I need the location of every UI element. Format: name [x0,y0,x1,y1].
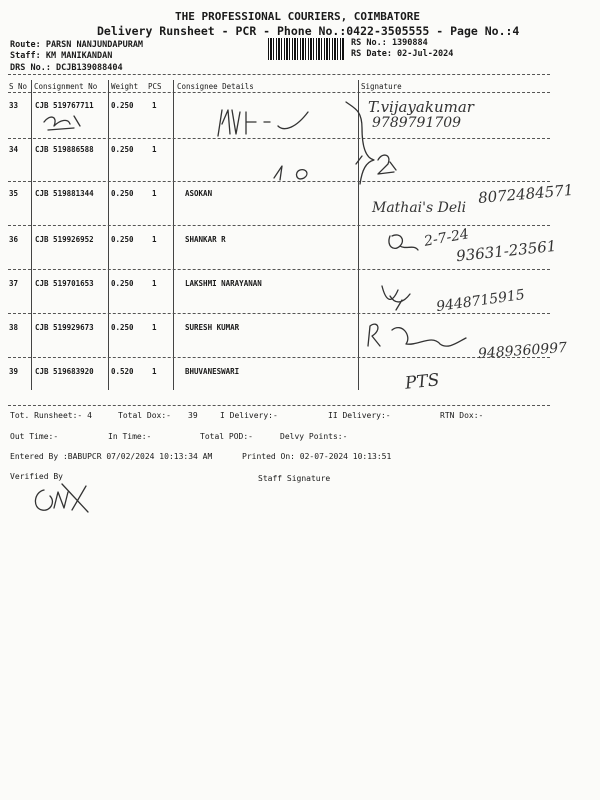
verifier-signature [28,478,98,518]
handwritten-name: Mathai's Deli [372,200,467,216]
row-pcs: 1 [152,145,157,154]
company-title: THE PROFESSIONAL COURIERS, COIMBATORE [175,10,421,23]
col-signature: Signature [361,82,402,91]
row-consignee: SHANKAR R [185,235,226,244]
column-rule [108,80,109,390]
row-weight: 0.250 [111,145,134,154]
row-weight: 0.520 [111,367,134,376]
row-pcs: 1 [152,279,157,288]
handwritten-signature [376,280,416,312]
handwritten-initials: PTS [404,370,441,394]
column-rule [31,80,32,390]
row-sno: 37 [9,279,19,288]
row-sno: 33 [9,101,19,110]
handwritten-phone: 9789791709 [372,115,462,131]
handwritten-signature [384,228,424,258]
row-consignment: CJB 519701653 [35,279,94,288]
divider [8,74,550,75]
entered-by: Entered By :BABUPCR 07/02/2024 10:13:34 AM [10,452,213,461]
row-consignee: BHUVANESWARI [185,367,240,376]
delvy-points: Delvy Points:- [280,432,348,441]
row-sno: 38 [9,323,19,332]
col-sno: S No [9,82,28,91]
row-sno: 35 [9,189,19,198]
rs-number: RS No.: 1390884 [351,38,428,48]
row-sno: 36 [9,235,19,244]
row-consignment: CJB 519926952 [35,235,94,244]
divider [8,269,550,270]
row-consignee: LAKSHMI NARAYANAN [185,279,262,288]
row-weight: 0.250 [111,101,134,110]
row-pcs: 1 [152,101,157,110]
row-pcs: 1 [152,323,157,332]
divider [8,92,550,93]
handwritten-name: T.vijayakumar [368,98,474,116]
total-pod: Total POD:- [200,432,253,441]
out-time: Out Time:- [10,432,59,441]
total-dox-value: 39 [188,411,198,420]
handwritten-phone: 8072484571 [477,180,575,208]
row-weight: 0.250 [111,189,134,198]
divider [8,313,550,314]
runsheet-title: Delivery Runsheet - PCR - Phone No.:0422-3505555 - Page No.:4 [97,24,520,38]
in-time: In Time:- [108,432,152,441]
printed-on: Printed On: 02-07-2024 10:13:51 [242,452,392,461]
col-consignment: Consignment No [34,82,98,91]
ii-delivery: II Delivery:- [328,411,391,420]
col-pcs: PCS [148,82,162,91]
handwritten-signature [362,316,472,352]
tot-runsheet: Tot. Runsheet:- 4 [10,411,92,420]
row-pcs: 1 [152,235,157,244]
barcode [268,38,344,60]
row-consignment: CJB 519886588 [35,145,94,154]
handwritten-phone: 93631-23561 [455,236,558,266]
handwritten-scribble [40,108,90,138]
row-pcs: 1 [152,367,157,376]
row-consignee: SURESH KUMAR [185,323,240,332]
column-rule [173,80,174,390]
col-weight: Weight [111,82,139,91]
row-sno: 39 [9,367,19,376]
row-weight: 0.250 [111,235,134,244]
handwritten-signature [212,104,332,144]
handwritten-date: 2-7-24 [422,226,471,250]
row-consignment: CJB 519881344 [35,189,94,198]
verified-by: Verified By [10,472,63,481]
handwritten-mark [372,150,402,180]
row-weight: 0.250 [111,279,134,288]
total-dox-label: Total Dox:- [118,411,171,420]
route-label: Route: PARSN NANJUNDAPURAM [10,40,144,50]
row-consignment: CJB 519767711 [35,101,94,110]
handwritten-mark [270,160,330,184]
i-delivery: I Delivery:- [220,411,278,420]
row-sno: 34 [9,145,19,154]
col-consignee: Consignee Details [177,82,254,91]
row-consignee: ASOKAN [185,189,213,198]
row-consignment: CJB 519929673 [35,323,94,332]
divider [8,357,550,358]
handwritten-phone: 9448715915 [435,286,526,316]
row-pcs: 1 [152,189,157,198]
handwritten-phone: 9489360997 [477,339,568,363]
drs-number: DRS No.: DCJB139088404 [10,63,123,73]
staff-signature: Staff Signature [258,474,331,483]
divider [8,405,550,406]
row-weight: 0.250 [111,323,134,332]
staff-label: Staff: KM MANIKANDAN [10,51,113,61]
rs-date: RS Date: 02-Jul-2024 [351,49,454,59]
rtn-dox: RTN Dox:- [440,411,484,420]
row-consignment: CJB 519683920 [35,367,94,376]
divider [8,225,550,226]
